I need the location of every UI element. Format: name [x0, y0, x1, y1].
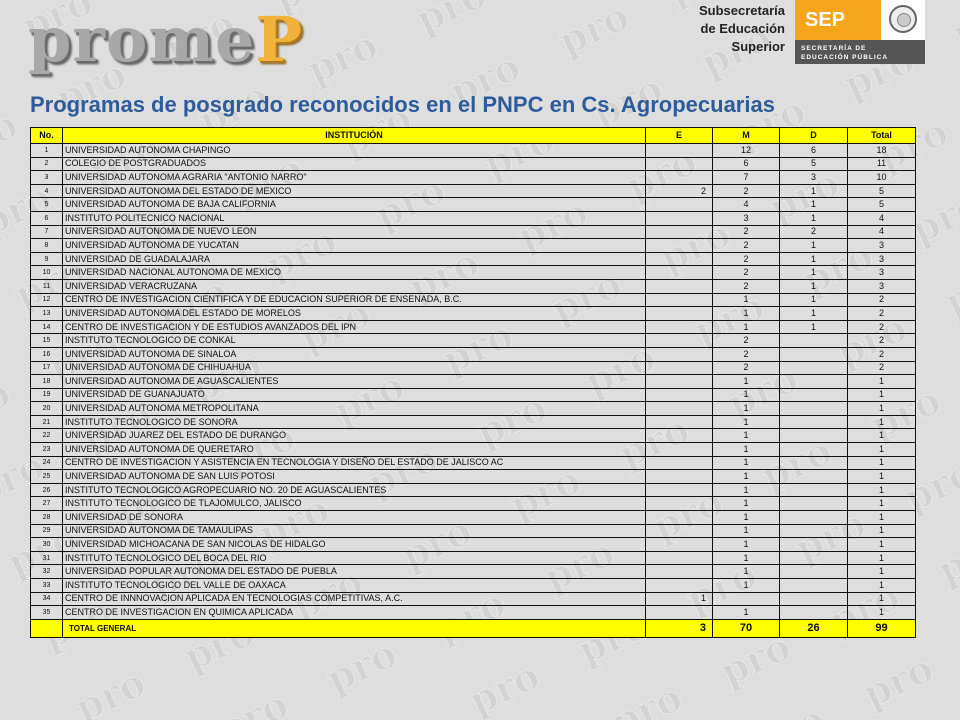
table-row: [31, 293, 916, 307]
cell-m: [713, 592, 780, 606]
cell-d: [780, 497, 848, 511]
cell-m: 1: [713, 456, 780, 470]
cell-total: 3: [848, 266, 916, 280]
cell-d: [780, 429, 848, 443]
cell-e: [646, 211, 713, 225]
cell-total: 1: [848, 606, 916, 620]
cell-e: [646, 606, 713, 620]
cell-d: [780, 334, 848, 348]
cell-e: [646, 334, 713, 348]
cell-total: 11: [848, 157, 916, 171]
table-row: [31, 402, 916, 416]
cell-e: [646, 144, 713, 158]
cell-institucion: UNIVERSIDAD AUTONOMA METROPOLITANA: [63, 402, 646, 416]
cell-m: 1: [713, 293, 780, 307]
cell-e: [646, 497, 713, 511]
total-label: TOTAL GENERAL: [63, 619, 646, 637]
cell-no: 33: [31, 579, 63, 593]
cell-total: 2: [848, 347, 916, 361]
cell-m: 2: [713, 347, 780, 361]
cell-institucion: INSTITUTO TECNOLOGICO DE SONORA: [63, 415, 646, 429]
cell-no: 31: [31, 551, 63, 565]
cell-institucion: UNIVERSIDAD AUTONOMA AGRARIA "ANTONIO NARRO": [63, 171, 646, 185]
cell-institucion: UNIVERSIDAD AUTONOMA DE YUCATAN: [63, 239, 646, 253]
table-row: [31, 579, 916, 593]
cell-d: 1: [780, 320, 848, 334]
cell-total: 1: [848, 456, 916, 470]
cell-no: 14: [31, 320, 63, 334]
cell-e: [646, 347, 713, 361]
cell-total: 1: [848, 551, 916, 565]
cell-total: 1: [848, 415, 916, 429]
national-seal-icon: [889, 5, 917, 33]
cell-e: [646, 361, 713, 375]
cell-institucion: UNIVERSIDAD AUTONOMA DE NUEVO LEON: [63, 225, 646, 239]
cell-m: 1: [713, 538, 780, 552]
cell-e: 1: [646, 592, 713, 606]
cell-no: 24: [31, 456, 63, 470]
cell-no: 13: [31, 307, 63, 321]
cell-e: [646, 252, 713, 266]
cell-m: 2: [713, 225, 780, 239]
cell-m: 6: [713, 157, 780, 171]
cell-m: 2: [713, 361, 780, 375]
subsecretaria-line-1: Subsecretaría: [699, 3, 785, 18]
cell-institucion: UNIVERSIDAD AUTONOMA DEL ESTADO DE MORELOS: [63, 307, 646, 321]
table-row: [31, 524, 916, 538]
cell-total: 1: [848, 470, 916, 484]
cell-total: 4: [848, 211, 916, 225]
cell-no: 28: [31, 511, 63, 525]
cell-m: 1: [713, 320, 780, 334]
cell-e: [646, 239, 713, 253]
cell-no: 32: [31, 565, 63, 579]
cell-d: [780, 347, 848, 361]
cell-m: 1: [713, 565, 780, 579]
cell-no: 9: [31, 252, 63, 266]
cell-d: [780, 415, 848, 429]
cell-institucion: UNIVERSIDAD DE GUANAJUATO: [63, 388, 646, 402]
table-row: [31, 429, 916, 443]
cell-institucion: UNIVERSIDAD AUTONOMA DE QUERETARO: [63, 443, 646, 457]
column-header-e: E: [646, 128, 713, 144]
cell-total: 3: [848, 279, 916, 293]
cell-m: 1: [713, 606, 780, 620]
cell-e: [646, 320, 713, 334]
cell-m: 3: [713, 211, 780, 225]
column-header-total: Total: [848, 128, 916, 144]
cell-m: 1: [713, 429, 780, 443]
cell-no: 1: [31, 144, 63, 158]
column-header-d: D: [780, 128, 848, 144]
table-row: [31, 307, 916, 321]
cell-total: 2: [848, 334, 916, 348]
cell-institucion: UNIVERSIDAD JUAREZ DEL ESTADO DE DURANGO: [63, 429, 646, 443]
cell-e: [646, 470, 713, 484]
cell-e: [646, 511, 713, 525]
cell-d: 1: [780, 279, 848, 293]
pnpc-table: [30, 127, 916, 638]
cell-no: 35: [31, 606, 63, 620]
cell-no: 27: [31, 497, 63, 511]
table-row: [31, 361, 916, 375]
column-header-institucion: INSTITUCIÓN: [63, 128, 646, 144]
cell-institucion: INSTITUTO TECNOLOGICO AGROPECUARIO NO. 20 DE AGUASCALIENTES: [63, 483, 646, 497]
cell-total: 1: [848, 592, 916, 606]
table-row: [31, 211, 916, 225]
cell-e: [646, 388, 713, 402]
cell-total: 10: [848, 171, 916, 185]
cell-d: [780, 361, 848, 375]
cell-no: 12: [31, 293, 63, 307]
cell-institucion: UNIVERSIDAD AUTONOMA DE CHIHUAHUA: [63, 361, 646, 375]
cell-no: 22: [31, 429, 63, 443]
cell-d: 2: [780, 225, 848, 239]
subsecretaria-label: [645, 2, 785, 56]
cell-institucion: UNIVERSIDAD DE SONORA: [63, 511, 646, 525]
table-row: [31, 279, 916, 293]
cell-institucion: UNIVERSIDAD AUTONOMA CHAPINGO: [63, 144, 646, 158]
table-row: [31, 347, 916, 361]
table-row: [31, 320, 916, 334]
pnpc-table-container: [30, 127, 915, 638]
cell-m: 2: [713, 239, 780, 253]
cell-total: 1: [848, 375, 916, 389]
cell-e: [646, 198, 713, 212]
cell-total: 4: [848, 225, 916, 239]
cell-e: [646, 402, 713, 416]
table-row: [31, 606, 916, 620]
cell-no: 19: [31, 388, 63, 402]
cell-institucion: COLEGIO DE POSTGRADUADOS: [63, 157, 646, 171]
cell-total: 1: [848, 538, 916, 552]
cell-total: 2: [848, 361, 916, 375]
cell-total: 1: [848, 483, 916, 497]
cell-total: 2: [848, 320, 916, 334]
cell-e: [646, 443, 713, 457]
table-row: [31, 266, 916, 280]
cell-total: 2: [848, 293, 916, 307]
cell-institucion: INSTITUTO TECNOLOGICO DE CONKAL: [63, 334, 646, 348]
sep-logo: [795, 0, 925, 64]
cell-institucion: CENTRO DE INVESTIGACION EN QUIMICA APLICADA: [63, 606, 646, 620]
cell-d: [780, 565, 848, 579]
table-row: [31, 511, 916, 525]
table-row: [31, 171, 916, 185]
cell-no: 29: [31, 524, 63, 538]
cell-d: 5: [780, 157, 848, 171]
cell-d: 1: [780, 293, 848, 307]
cell-institucion: UNIVERSIDAD NACIONAL AUTONOMA DE MEXICO: [63, 266, 646, 280]
cell-d: 1: [780, 239, 848, 253]
sep-text: SECRETARÍA DE EDUCACIÓN PÚBLICA: [795, 40, 925, 64]
table-row: [31, 415, 916, 429]
table-row: [31, 225, 916, 239]
cell-d: [780, 375, 848, 389]
cell-total: 2: [848, 307, 916, 321]
cell-no: 7: [31, 225, 63, 239]
cell-institucion: INSTITUTO POLITECNICO NACIONAL: [63, 211, 646, 225]
cell-m: 1: [713, 375, 780, 389]
cell-e: [646, 293, 713, 307]
table-row: [31, 157, 916, 171]
total-m: 70: [713, 619, 780, 637]
cell-no: 34: [31, 592, 63, 606]
cell-e: [646, 375, 713, 389]
cell-d: 6: [780, 144, 848, 158]
table-row: [31, 252, 916, 266]
cell-total: 1: [848, 524, 916, 538]
cell-m: 12: [713, 144, 780, 158]
cell-e: 2: [646, 184, 713, 198]
cell-institucion: UNIVERSIDAD VERACRUZANA: [63, 279, 646, 293]
total-row: [31, 619, 916, 637]
cell-total: 1: [848, 429, 916, 443]
cell-institucion: CENTRO DE INVESTIGACION Y ASISTENCIA EN TECNOLOGIA Y DISEÑO DEL ESTADO DE JALISCO AC: [63, 456, 646, 470]
table-row: [31, 483, 916, 497]
promep-logo: promeP: [28, 3, 304, 76]
cell-no: 2: [31, 157, 63, 171]
cell-no: 11: [31, 279, 63, 293]
table-row: [31, 388, 916, 402]
table-row: [31, 470, 916, 484]
cell-institucion: UNIVERSIDAD AUTONOMA DEL ESTADO DE MEXICO: [63, 184, 646, 198]
cell-no: 25: [31, 470, 63, 484]
cell-m: 2: [713, 279, 780, 293]
cell-d: 1: [780, 266, 848, 280]
cell-e: [646, 266, 713, 280]
cell-total: 1: [848, 579, 916, 593]
cell-e: [646, 415, 713, 429]
subsecretaria-line-3: Superior: [731, 39, 785, 54]
cell-e: [646, 565, 713, 579]
cell-institucion: UNIVERSIDAD POPULAR AUTONOMA DEL ESTADO DE PUEBLA: [63, 565, 646, 579]
table-row: [31, 443, 916, 457]
page-title: Programas de posgrado reconocidos en el PNPC en Cs. Agropecuarias: [30, 92, 775, 117]
table-header-row: [31, 128, 916, 144]
cell-institucion: INSTITUTO TECNOLOGICO DE TLAJOMULCO, JALISCO: [63, 497, 646, 511]
cell-e: [646, 307, 713, 321]
table-row: [31, 592, 916, 606]
cell-e: [646, 225, 713, 239]
cell-d: [780, 443, 848, 457]
cell-m: 1: [713, 511, 780, 525]
cell-e: [646, 279, 713, 293]
cell-no: 17: [31, 361, 63, 375]
subsecretaria-line-2: de Educación: [700, 21, 785, 36]
table-row: [31, 565, 916, 579]
cell-e: [646, 524, 713, 538]
cell-e: [646, 551, 713, 565]
cell-no: 30: [31, 538, 63, 552]
cell-no: 10: [31, 266, 63, 280]
cell-e: [646, 171, 713, 185]
cell-total: 1: [848, 388, 916, 402]
cell-institucion: UNIVERSIDAD AUTONOMA DE TAMAULIPAS: [63, 524, 646, 538]
cell-total: 18: [848, 144, 916, 158]
cell-no: 6: [31, 211, 63, 225]
total-e: 3: [646, 619, 713, 637]
cell-d: 1: [780, 252, 848, 266]
cell-m: 1: [713, 497, 780, 511]
cell-m: 4: [713, 198, 780, 212]
cell-no: 8: [31, 239, 63, 253]
cell-institucion: CENTRO DE INNNOVACION APLICADA EN TECNOLOGIAS COMPETITIVAS, A.C.: [63, 592, 646, 606]
cell-d: 3: [780, 171, 848, 185]
cell-m: 1: [713, 443, 780, 457]
cell-total: 3: [848, 239, 916, 253]
cell-e: [646, 483, 713, 497]
cell-total: 1: [848, 565, 916, 579]
table-row: [31, 375, 916, 389]
cell-total: 1: [848, 497, 916, 511]
cell-m: 1: [713, 415, 780, 429]
cell-institucion: CENTRO DE INVESTIGACION CIENTIFICA Y DE EDUCACION SUPERIOR DE ENSENADA, B.C.: [63, 293, 646, 307]
cell-no: 18: [31, 375, 63, 389]
table-row: [31, 456, 916, 470]
cell-institucion: INSTITUTO TECNOLOGICO DEL BOCA DEL RIO: [63, 551, 646, 565]
cell-m: 1: [713, 388, 780, 402]
column-header-m: M: [713, 128, 780, 144]
cell-e: [646, 579, 713, 593]
cell-m: 2: [713, 266, 780, 280]
cell-e: [646, 456, 713, 470]
cell-d: 1: [780, 184, 848, 198]
column-header-no: No.: [31, 128, 63, 144]
cell-no: 15: [31, 334, 63, 348]
cell-no: 16: [31, 347, 63, 361]
table-row: [31, 551, 916, 565]
cell-d: [780, 402, 848, 416]
cell-total: 5: [848, 198, 916, 212]
table-row: [31, 184, 916, 198]
cell-institucion: UNIVERSIDAD AUTONOMA DE SAN LUIS POTOSI: [63, 470, 646, 484]
cell-m: 1: [713, 483, 780, 497]
cell-m: 2: [713, 252, 780, 266]
sep-label: SEP: [795, 0, 881, 40]
cell-total: 1: [848, 402, 916, 416]
cell-d: [780, 579, 848, 593]
cell-total: 5: [848, 184, 916, 198]
cell-no: 4: [31, 184, 63, 198]
table-row: [31, 144, 916, 158]
table-row: [31, 334, 916, 348]
cell-d: [780, 470, 848, 484]
cell-d: [780, 551, 848, 565]
cell-no: 20: [31, 402, 63, 416]
cell-total: 3: [848, 252, 916, 266]
cell-no: 23: [31, 443, 63, 457]
cell-e: [646, 538, 713, 552]
cell-m: 2: [713, 184, 780, 198]
cell-institucion: UNIVERSIDAD AUTONOMA DE AGUASCALIENTES: [63, 375, 646, 389]
cell-m: 1: [713, 402, 780, 416]
cell-d: 1: [780, 198, 848, 212]
cell-m: 1: [713, 551, 780, 565]
cell-d: 1: [780, 307, 848, 321]
cell-institucion: UNIVERSIDAD MICHOACANA DE SAN NICOLAS DE HIDALGO: [63, 538, 646, 552]
cell-institucion: INSTITUTO TECNOLOGICO DEL VALLE DE OAXACA: [63, 579, 646, 593]
cell-d: [780, 606, 848, 620]
cell-d: 1: [780, 211, 848, 225]
cell-no: 3: [31, 171, 63, 185]
total-total: 99: [848, 619, 916, 637]
cell-total: 1: [848, 443, 916, 457]
cell-d: [780, 388, 848, 402]
cell-m: 7: [713, 171, 780, 185]
cell-m: 1: [713, 524, 780, 538]
cell-institucion: UNIVERSIDAD DE GUADALAJARA: [63, 252, 646, 266]
table-row: [31, 538, 916, 552]
cell-total: 1: [848, 511, 916, 525]
table-row: [31, 198, 916, 212]
cell-d: [780, 483, 848, 497]
cell-d: [780, 538, 848, 552]
cell-institucion: UNIVERSIDAD AUTONOMA DE BAJA CALIFORNIA: [63, 198, 646, 212]
total-d: 26: [780, 619, 848, 637]
cell-no: 21: [31, 415, 63, 429]
cell-d: [780, 592, 848, 606]
cell-d: [780, 524, 848, 538]
table-row: [31, 239, 916, 253]
cell-m: 1: [713, 307, 780, 321]
cell-m: 1: [713, 470, 780, 484]
cell-e: [646, 157, 713, 171]
cell-no: 26: [31, 483, 63, 497]
cell-e: [646, 429, 713, 443]
table-row: [31, 497, 916, 511]
cell-m: 1: [713, 579, 780, 593]
cell-d: [780, 456, 848, 470]
cell-institucion: UNIVERSIDAD AUTONOMA DE SINALOA: [63, 347, 646, 361]
cell-institucion: CENTRO DE INVESTIGACION Y DE ESTUDIOS AVANZADOS DEL IPN: [63, 320, 646, 334]
cell-m: 2: [713, 334, 780, 348]
cell-no: 5: [31, 198, 63, 212]
cell-d: [780, 511, 848, 525]
